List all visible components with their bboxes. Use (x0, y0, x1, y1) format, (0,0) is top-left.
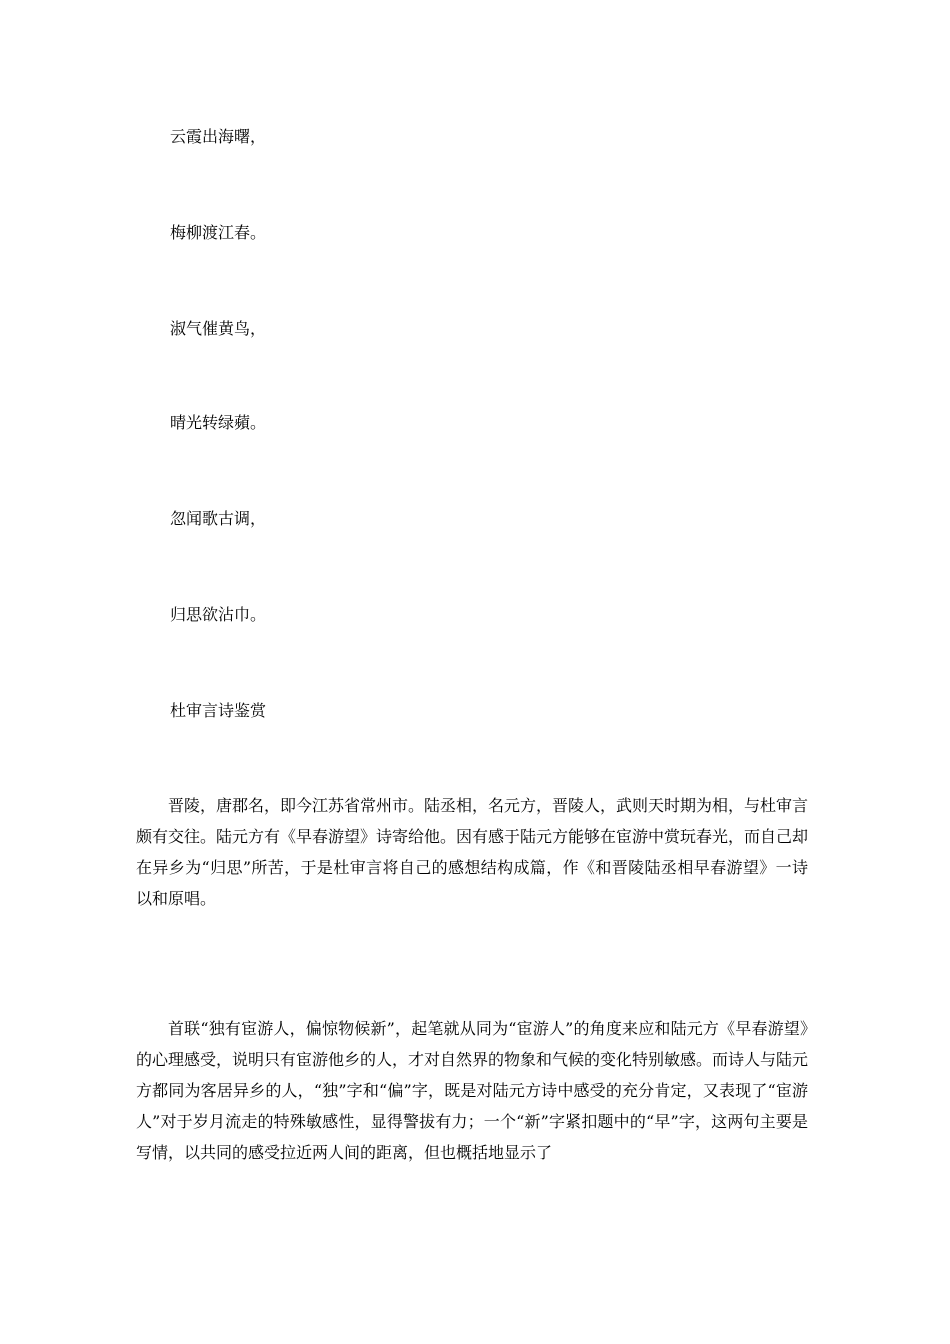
poem-line-4: 晴光转绿蘋。 (170, 413, 267, 432)
poem-line-6: 归思欲沾巾。 (170, 605, 267, 624)
poem-line-2: 梅柳渡江春。 (170, 223, 267, 242)
poem-line-1: 云霞出海曙， (170, 127, 267, 146)
paragraph-2: 首联“独有宦游人，偏惊物候新”，起笔就从同为“宦游人”的角度来应和陆元方《早春游望》的心理感受，说明只有宦游他乡的人，才对自然界的物象和气候的变化特别敏感。而诗人与陆元方都同为客居异乡的人，“独”字和“偏”字，既是对陆元方诗中感受的充分肯定，又表现了“宦游人”对于岁月流走的特殊敏感性，显得警拔有力；一个“新”字紧扣题中的“早”字，这两句主要是写情，以共同的感受拉近两人间的距离，但也概括地显示了 (136, 1019, 809, 1162)
paragraph-1: 晋陵，唐郡名，即今江苏省常州市。陆丞相，名元方，晋陵人，武则天时期为相，与杜审言颇有交往。陆元方有《早春游望》诗寄给他。因有感于陆元方能够在宦游中赏玩春光，而自己却在异乡为“归思”所苦，于是杜审言将自己的感想结构成篇，作《和晋陵陆丞相早春游望》一诗以和原唱。 (136, 796, 809, 908)
poem-line-3: 淑气催黄鸟， (170, 319, 267, 338)
poem-line-5: 忽闻歌古调， (170, 509, 267, 528)
section-title: 杜审言诗鉴赏 (170, 701, 267, 720)
